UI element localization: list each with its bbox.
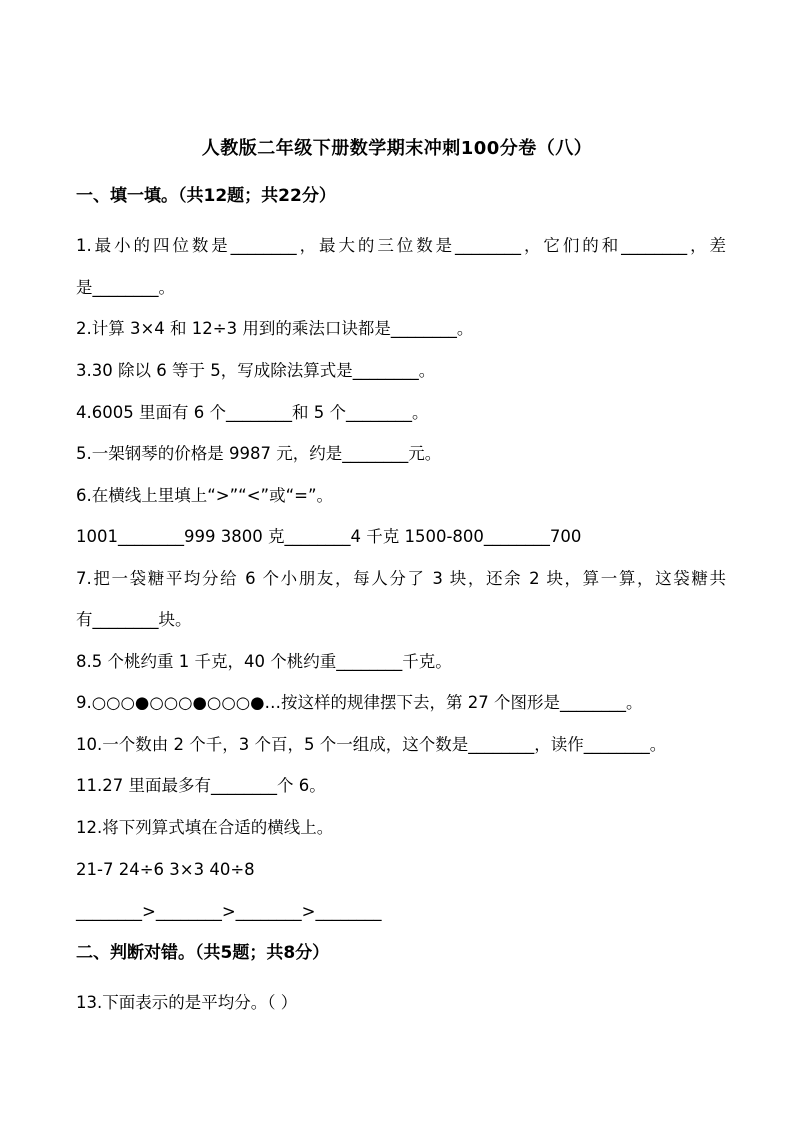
question-5: 5.一架钢琴的价格是 9987 元，约是________元。 [76,444,442,463]
question-12-blanks: ________>________>________>________ [76,902,382,921]
question-1-line-2: 是________。 [76,278,175,297]
section-heading-fill-in: 一、填一填。（共12题；共22分） [76,186,336,206]
section-heading-true-false: 二、判断对错。（共5题；共8分） [76,943,330,963]
question-12-expressions: 21-7 24÷6 3×3 40÷8 [76,860,255,879]
question-1-line-1: 1.最小的四位数是________，最大的三位数是________，它们的和________，差 [76,236,726,255]
question-6-items: 1001________999 3800 克________4 千克 1500-800________700 [76,527,582,546]
question-7-line-2: 有________块。 [76,610,192,629]
question-2: 2.计算 3×4 和 12÷3 用到的乘法口诀都是________。 [76,319,474,338]
question-7-line-1: 7.把一袋糖平均分给 6 个小朋友，每人分了 3 块，还余 2 块，算一算，这袋糖共 [76,569,726,588]
question-3: 3.30 除以 6 等于 5，写成除法算式是________。 [76,361,436,380]
question-8: 8.5 个桃约重 1 千克，40 个桃约重________千克。 [76,652,452,671]
question-9: 9.○○○●○○○●○○○●…按这样的规律摆下去，第 27 个图形是________。 [76,693,643,712]
question-10: 10.一个数由 2 个千，3 个百，5 个一组成，这个数是________，读作________。 [76,735,667,754]
question-6: 6.在横线上里填上“>”“<”或“=”。 [76,486,334,505]
question-4: 4.6005 里面有 6 个________和 5 个________。 [76,403,429,422]
question-13: 13.下面表示的是平均分。（ ） [76,993,298,1012]
page-title: 人教版二年级下册数学期末冲刺100分卷（八） [201,138,593,159]
question-11: 11.27 里面最多有________个 6。 [76,776,326,795]
question-12: 12.将下列算式填在合适的横线上。 [76,818,334,837]
